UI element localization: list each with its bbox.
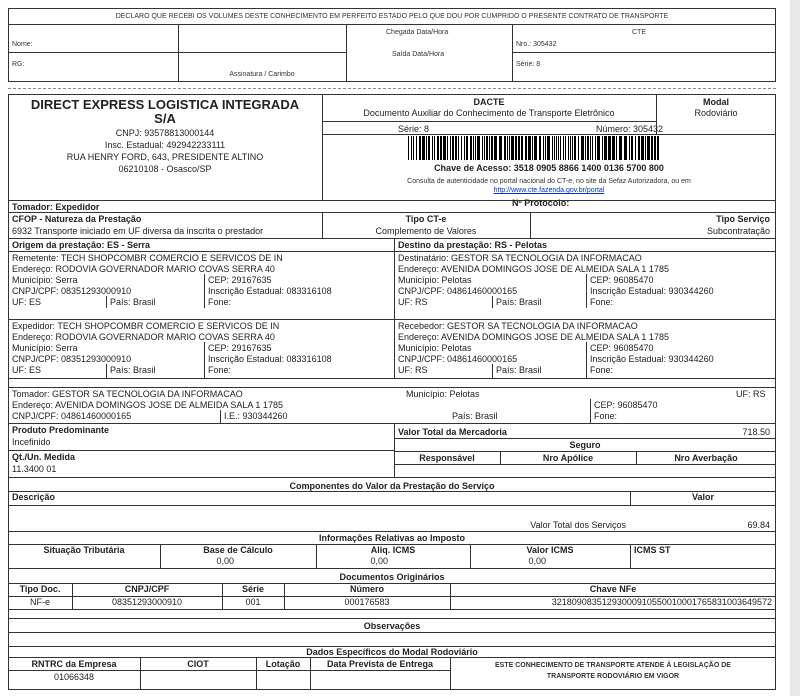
modal-label: Modal — [703, 97, 729, 107]
origem: Origem da prestação: ES - Serra — [12, 240, 151, 250]
modal-note-line2: TRANSPORTE RODOVIÁRIO EM VIGOR — [546, 673, 680, 680]
expedidor-cnpj: CNPJ/CPF: 08351293000910 — [12, 354, 132, 364]
receipt-cte-label: CTE — [632, 29, 646, 36]
receipt-chegada-label: Chegada Data/Hora — [386, 29, 449, 36]
destinatario-pais: País: Brasil — [496, 297, 542, 307]
dacte-chave: Chave de Acesso: 3518 0905 8866 1400 0136 5700 800 — [434, 163, 664, 173]
imposto-aliq: Aliq. ICMS — [370, 545, 416, 555]
modal-note-line1: ESTE CONHECIMENTO DE TRANSPORTE ATENDE À LEGISLAÇÃO DE — [495, 662, 731, 669]
seguro-apolice: Nro Apólice — [542, 453, 594, 463]
modal-rntrc-value: 01066348 — [53, 672, 95, 682]
valor-mercadoria-value: 718.50 — [742, 427, 770, 437]
destino: Destino da prestação: RS - Pelotas — [398, 240, 548, 250]
company-ie: Insc. Estadual: 492942233111 — [104, 140, 226, 150]
modal-value: Rodoviário — [694, 108, 738, 118]
remetente-pais: País: Brasil — [110, 297, 156, 307]
docs-title: Documentos Originários — [339, 572, 445, 582]
recebedor-cnpj: CNPJ/CPF: 04861460000165 — [398, 354, 518, 364]
cut-line — [8, 88, 776, 89]
modal-title: Dados Específicos do Modal Rodoviário — [306, 647, 478, 657]
receipt-nome-label: Nome: — [12, 41, 33, 48]
tomador-name: Tomador: GESTOR SA TECNOLOGIA DA INFORMACAO — [12, 389, 243, 399]
tomador-endereco: Endereço: AVENIDA DOMINGOS JOSE DE ALMEIDA SALA 1 1785 — [12, 400, 283, 410]
tipo-servico-label: Tipo Serviço — [716, 214, 770, 224]
componentes-title: Componentes do Valor da Prestação do Serviço — [289, 481, 495, 491]
recebedor-name: Recebedor: GESTOR SA TECNOLOGIA DA INFORMACAO — [398, 321, 638, 331]
expedidor-municipio: Município: Serra — [12, 343, 78, 353]
tomador-municipio: Município: Pelotas — [406, 389, 480, 399]
componentes-valor: Valor — [691, 492, 714, 502]
docs-cnpj: CNPJ/CPF — [124, 584, 170, 594]
modal-lotacao: Lotação — [265, 659, 301, 669]
destinatario-uf: UF: RS — [398, 297, 428, 307]
remetente-endereco: Endereço: RODOVIA GOVERNADOR MARIO COVAS SERRA 40 — [12, 264, 275, 274]
docs-numero-value: 000176583 — [344, 597, 390, 607]
recebedor-pais: País: Brasil — [496, 365, 542, 375]
remetente-name: Remetente: TECH SHOPCOMBR COMERCIO E SERVICOS DE IN — [12, 253, 283, 263]
expedidor-cep: CEP: 29167635 — [208, 343, 272, 353]
produto-label: Produto Predominante — [12, 425, 110, 435]
imposto-aliq-value: 0,00 — [370, 556, 388, 566]
remetente-fone: Fone: — [208, 297, 232, 307]
dacte-subtitle: Documento Auxiliar do Conhecimento de Transporte Eletrônico — [363, 108, 615, 118]
modal-ciot: CIOT — [187, 659, 209, 669]
window-edge — [790, 0, 800, 696]
tipo-servico-value: Subcontratação — [706, 226, 770, 236]
imposto-st: ICMS ST — [634, 545, 671, 555]
remetente-municipio: Município: Serra — [12, 275, 78, 285]
recebedor-ie: Inscrição Estadual: 930344260 — [590, 354, 714, 364]
qt-value: 11.3400 01 — [12, 464, 57, 474]
destinatario-name: Destinatário: GESTOR SA TECNOLOGIA DA INFORMACAO — [398, 253, 642, 263]
produto-value: Incefinido — [12, 437, 51, 447]
imposto-situacao: Situação Tributária — [43, 545, 125, 555]
tomador-top: Tomador: Expedidor — [12, 202, 100, 212]
destinatario-cnpj: CNPJ/CPF: 04861460000165 — [398, 286, 518, 296]
imposto-title: Informações Relativas ao Imposto — [318, 533, 466, 543]
componentes-descricao: Descrição — [12, 492, 56, 502]
docs-serie-value: 001 — [245, 597, 261, 607]
recebedor-municipio: Município: Pelotas — [398, 343, 472, 353]
remetente-cnpj: CNPJ/CPF: 08351293000910 — [12, 286, 132, 296]
barcode-image — [406, 136, 662, 160]
expedidor-fone: Fone: — [208, 365, 232, 375]
seguro-label: Seguro — [569, 440, 601, 450]
docs-tipo-value: NF-e — [30, 597, 50, 607]
destinatario-cep: CEP: 96085470 — [590, 275, 654, 285]
company-cnpj: CNPJ: 93578813000144 — [115, 128, 215, 138]
cfop-value: 6932 Transporte iniciado em UF diversa da inscrita o prestador — [12, 226, 264, 236]
remetente-uf: UF: ES — [12, 297, 42, 307]
company-city: 06210108 - Osasco/SP — [118, 164, 212, 174]
receipt-nro: Nro.: 305432 — [516, 41, 557, 48]
company-address: RUA HENRY FORD, 643, PRESIDENTE ALTINO — [66, 152, 264, 162]
company-suffix: S/A — [154, 111, 176, 126]
company-name: DIRECT EXPRESS LOGISTICA INTEGRADA — [30, 97, 300, 112]
receipt-assinatura-label: Assinatura / Carimbo — [229, 71, 295, 78]
destinatario-fone: Fone: — [590, 297, 614, 307]
destinatario-municipio: Município: Pelotas — [398, 275, 472, 285]
recebedor-endereco: Endereço: AVENIDA DOMINGOS JOSE DE ALMEIDA SALA 1 1785 — [398, 332, 669, 342]
docs-chave-value: 32180908351293000910550010001765831003649572 — [551, 597, 772, 607]
receipt-saida-label: Saída Data/Hora — [392, 51, 445, 58]
seguro-responsavel: Responsável — [419, 453, 475, 463]
valor-total-servicos-label: Valor Total dos Serviços — [530, 520, 626, 530]
docs-numero: Número — [349, 584, 384, 594]
tipo-cte-value: Complemento de Valores — [375, 226, 477, 236]
docs-chave: Chave NFe — [589, 584, 637, 594]
remetente-ie: Inscrição Estadual: 083316108 — [208, 286, 332, 296]
receipt-declaration: DECLARO QUE RECEBI OS VOLUMES DESTE CONHECIMENTO EM PERFEITO ESTADO PELO QUE DOU POR CUMPRIDO O PRESENTE CONTRATO DE TRANSPORTE — [115, 13, 669, 20]
tomador-cnpj: CNPJ/CPF: 04861460000165 — [12, 411, 132, 421]
seguro-averbacao: Nro Averbação — [674, 453, 738, 463]
protocolo-label: Nº Protocolo: — [512, 198, 570, 208]
expedidor-ie: Inscrição Estadual: 083316108 — [208, 354, 332, 364]
imposto-base-value: 0,00 — [216, 556, 234, 566]
destinatario-endereco: Endereço: AVENIDA DOMINGOS JOSE DE ALMEIDA SALA 1 1785 — [398, 264, 669, 274]
modal-rntrc: RNTRC da Empresa — [31, 659, 117, 669]
tomador-fone: Fone: — [594, 411, 618, 421]
dacte-numero: Número: 305432 — [596, 124, 664, 134]
recebedor-uf: UF: RS — [398, 365, 428, 375]
portal-link[interactable]: http://www.cte.fazenda.gov.br/portal — [493, 187, 605, 194]
docs-serie: Série — [241, 584, 265, 594]
receipt-serie: Série: 8 — [516, 61, 541, 68]
recebedor-cep: CEP: 96085470 — [590, 343, 654, 353]
docs-tipo: Tipo Doc. — [19, 584, 61, 594]
expedidor-name: Expedidor: TECH SHOPCOMBR COMERCIO E SERVICOS DE IN — [12, 321, 280, 331]
qt-label: Qt./Un. Medida — [12, 452, 75, 462]
observacoes-title: Observações — [363, 621, 421, 631]
cfop-label: CFOP - Natureza da Prestação — [12, 214, 142, 224]
dacte-title: DACTE — [473, 97, 505, 107]
imposto-base: Base de Cálculo — [203, 545, 273, 555]
valor-total-servicos-value: 69.84 — [747, 520, 770, 530]
expedidor-uf: UF: ES — [12, 365, 42, 375]
valor-mercadoria-label: Valor Total da Mercadoria — [398, 427, 507, 437]
expedidor-pais: País: Brasil — [110, 365, 156, 375]
tipo-cte-label: Tipo CT-e — [405, 214, 447, 224]
recebedor-fone: Fone: — [590, 365, 614, 375]
imposto-valor-value: 0,00 — [528, 556, 546, 566]
remetente-cep: CEP: 29167635 — [208, 275, 272, 285]
dacte-serie: Série: 8 — [398, 124, 430, 134]
modal-data-prevista: Data Prevista de Entrega — [326, 659, 434, 669]
receipt-rg-label: RG: — [12, 61, 25, 68]
tomador-ie: I.E.: 930344260 — [224, 411, 288, 421]
destinatario-ie: Inscrição Estadual: 930344260 — [590, 286, 714, 296]
tomador-uf: UF: RS — [736, 389, 766, 399]
docs-cnpj-value: 08351293000910 — [111, 597, 183, 607]
expedidor-endereco: Endereço: RODOVIA GOVERNADOR MARIO COVAS SERRA 40 — [12, 332, 275, 342]
tomador-cep: CEP: 96085470 — [594, 400, 658, 410]
dacte-consulta: Consulta de autenticidade no portal nacional do CT-e, no site da Sefaz Autorizadora, ou em — [407, 178, 691, 185]
imposto-valor: Valor ICMS — [526, 545, 574, 555]
tomador-pais: País: Brasil — [452, 411, 498, 421]
